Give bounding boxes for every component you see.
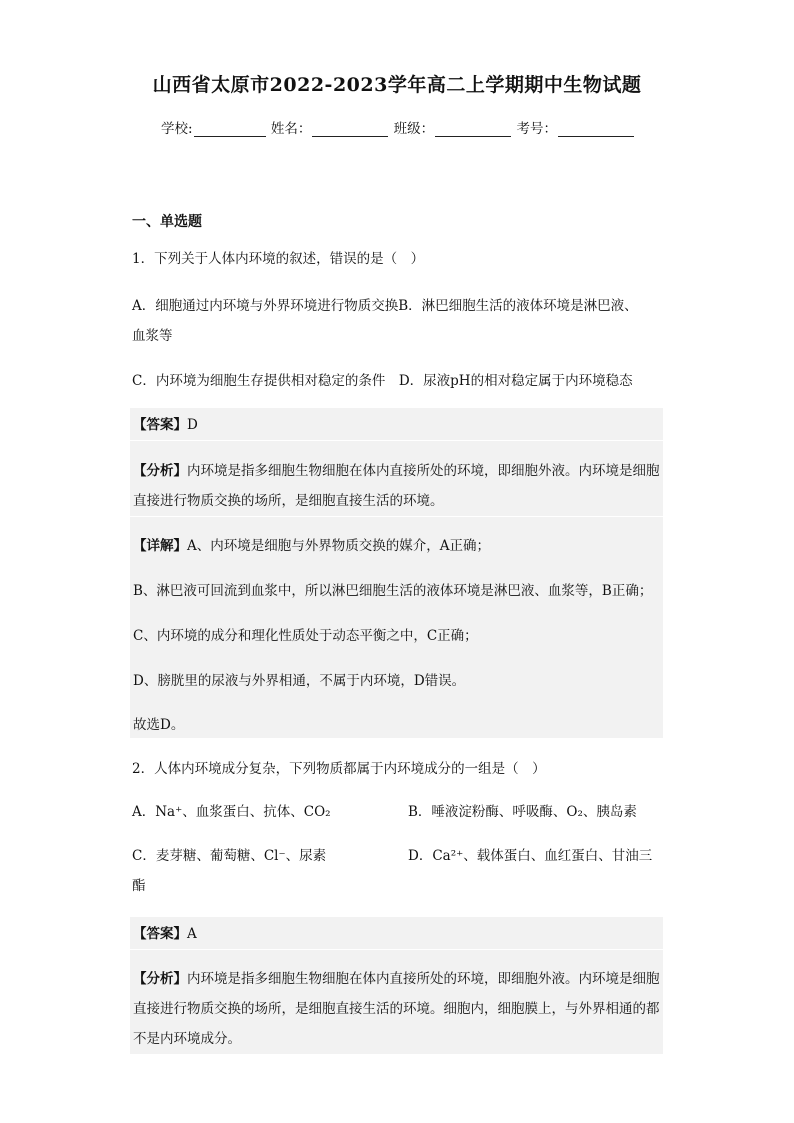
- question-1-options: [132, 291, 662, 396]
- q2-analysis-text: 内环境是指多细胞生物细胞在体内直接所处的环境，即细胞外液。内环境是细胞直接进行物质交换的场所，是细胞直接生活的环境。细胞内，细胞膜上，与外界相通的都不是内环境成分。: [133, 971, 660, 1047]
- q2-options-row-1: [132, 797, 662, 827]
- section-heading: 一、单选题: [132, 214, 202, 230]
- q1-detail-b: B、淋巴液可回流到血浆中，所以淋巴细胞生活的液体环境是淋巴液、血浆等，B正确；: [133, 583, 653, 599]
- class-label: 班级：: [393, 121, 435, 137]
- number-blank: [558, 122, 634, 137]
- number-label: 考号：: [516, 121, 557, 137]
- q1-option-ab-line1: A．细胞通过内环境与外界环境进行物质交换B．淋巴细胞生活的液体环境是淋巴液、: [132, 298, 638, 314]
- q2-analysis-label: 【分析】: [133, 971, 187, 987]
- class-blank: [435, 122, 511, 137]
- school-label: 学校:: [161, 121, 193, 137]
- q2-options-row-2: [132, 841, 662, 871]
- q2-analysis: [130, 949, 663, 1054]
- q2-answer: [130, 917, 663, 949]
- q2-answer-value: A: [187, 926, 197, 942]
- name-blank: [312, 122, 388, 137]
- name-label: 姓名：: [270, 121, 312, 137]
- school-blank: [194, 122, 266, 137]
- question-1-answer-box: [130, 408, 663, 738]
- q1-detail-label: 【详解】: [133, 538, 187, 554]
- q1-answer-value: D: [187, 417, 198, 433]
- q1-detail-d: D、膀胱里的尿液与外界相通，不属于内环境，D错误。: [133, 673, 466, 689]
- q2-option-b: B．唾液淀粉酶、呼吸酶、O₂、胰岛素: [408, 804, 637, 820]
- page-title: 山西省太原市2022-2023学年高二上学期期中生物试题: [152, 74, 642, 96]
- q1-option-ab-line2: 血浆等: [132, 328, 173, 344]
- q1-detail-a: [130, 516, 663, 561]
- question-2-answer-box: [130, 917, 663, 1054]
- q1-conclusion: 故选D。: [133, 717, 185, 733]
- q1-answer-label: 【答案】: [133, 417, 187, 433]
- question-2-options: [132, 797, 662, 901]
- question-1-stem: 1．下列关于人体内环境的叙述，错误的是（ ）: [132, 251, 425, 267]
- question-2-stem: 2．人体内环境成分复杂，下列物质都属于内环境成分的一组是（ ）: [132, 761, 546, 777]
- student-info-line: [0, 117, 794, 137]
- q2-option-c: C．麦芽糖、葡萄糖、Cl⁻、尿素: [132, 848, 327, 864]
- q1-analysis-label: 【分析】: [133, 463, 187, 479]
- q1-analysis: [130, 440, 663, 516]
- q1-answer: [130, 408, 663, 440]
- q1-detail-a-text: A、内环境是细胞与外界物质交换的媒介，A正确；: [187, 538, 490, 554]
- q2-option-a: A．Na⁺、血浆蛋白、抗体、CO₂: [132, 804, 331, 820]
- q2-option-d-line2: 酯: [132, 878, 146, 894]
- q2-answer-label: 【答案】: [133, 926, 187, 942]
- q2-option-d: D．Ca²⁺、载体蛋白、血红蛋白、甘油三: [408, 848, 653, 864]
- q1-analysis-text: 内环境是指多细胞生物细胞在体内直接所处的环境，即细胞外液。内环境是细胞直接进行物质交换的场所，是细胞直接生活的环境。: [133, 463, 660, 509]
- q1-detail-c: C、内环境的成分和理化性质处于动态平衡之中，C正确；: [133, 628, 478, 644]
- q1-option-cd: C．内环境为细胞生存提供相对稳定的条件 D．尿液pH的相对稳定属于内环境稳态: [132, 373, 633, 389]
